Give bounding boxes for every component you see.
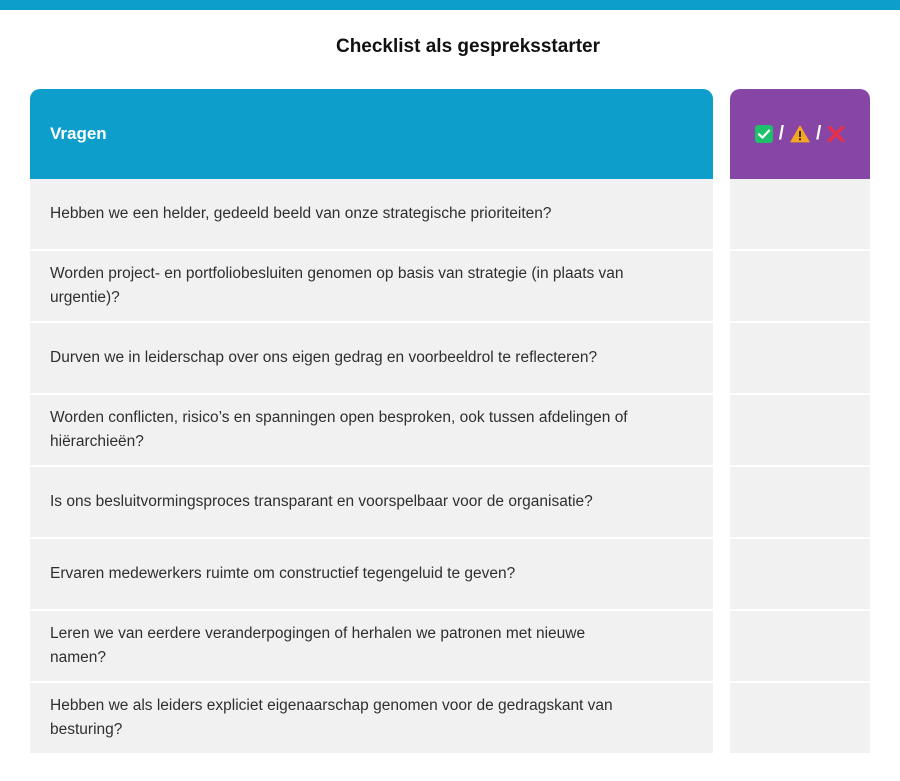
status-cell[interactable] [730,611,870,681]
status-separator: / [778,123,784,144]
question-cell: Worden conflicten, risico’s en spanningen open besproken, ook tussen afdelingen of hiërarchieën? [30,395,713,465]
question-cell: Leren we van eerdere veranderpogingen of herhalen we patronen met nieuwe namen? [30,611,713,681]
status-separator: / [816,123,822,144]
question-cell: Ervaren medewerkers ruimte om constructief tegengeluid te geven? [30,539,713,609]
table-row [30,683,870,753]
table-row [30,395,870,465]
question-cell: Is ons besluitvormingsproces transparant en voorspelbaar voor de organisatie? [30,467,713,537]
table-row [30,611,870,681]
question-cell: Hebben we een helder, gedeeld beeld van onze strategische prioriteiten? [30,179,713,249]
table-row [30,323,870,393]
status-cell[interactable] [730,251,870,321]
table-row [30,539,870,609]
check-icon [755,125,773,143]
table-row [30,467,870,537]
warning-icon [790,125,810,143]
status-column-header [730,89,870,179]
questions-column-header: Vragen [30,89,713,179]
status-cell[interactable] [730,467,870,537]
table-row [30,179,870,249]
status-cell[interactable] [730,179,870,249]
table-header-row [30,89,870,179]
checklist-table [30,89,870,753]
status-cell[interactable] [730,539,870,609]
top-accent-bar [0,0,900,10]
status-cell[interactable] [730,683,870,753]
cross-icon [827,125,845,143]
question-cell: Worden project- en portfoliobesluiten genomen op basis van strategie (in plaats van urgentie)? [30,251,713,321]
question-cell: Durven we in leiderschap over ons eigen gedrag en voorbeeldrol te reflecteren? [30,323,713,393]
status-cell[interactable] [730,323,870,393]
question-cell: Hebben we als leiders expliciet eigenaarschap genomen voor de gedragskant van besturing? [30,683,713,753]
page-title: Checklist als gespreksstarter [335,36,601,57]
status-cell[interactable] [730,395,870,465]
table-row [30,251,870,321]
